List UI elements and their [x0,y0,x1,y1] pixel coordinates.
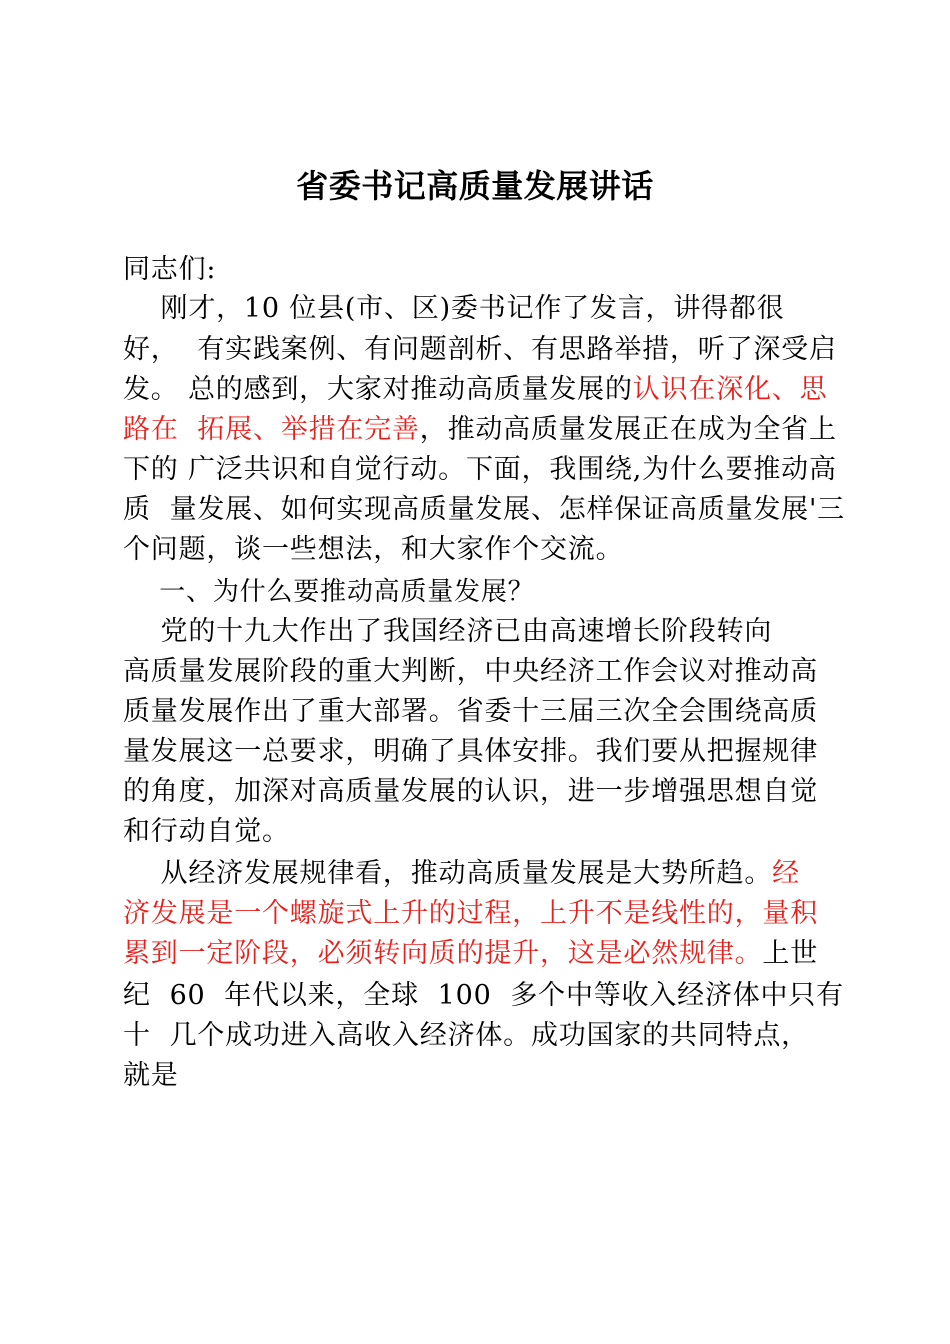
text-run: 质 量发展、如何实现高质量发展、怎样保证高质量发展'三 [123,494,845,525]
text-run: 纪 60 年代以来，全球 100 多个中等收入经济体中只有 [123,980,844,1011]
text-run: 个问题，谈一些想法，和大家作个交流。 [123,534,624,565]
body-line [123,410,837,450]
text-run: 上世 [762,938,819,969]
text-run: 从经济发展规律看，推动高质量发展是大势所趋。 [123,858,773,889]
highlighted-text: 济发展是一个螺旋式上升的过程，上升不是线性的，量积 [123,898,818,929]
text-run: 同志们: [123,254,217,285]
body-line [123,530,623,570]
body-line [123,732,818,772]
body-line [123,1056,179,1096]
body-line [123,490,845,530]
text-run: 党的十九大作出了我国经济已由高速增长阶段转向 [123,616,773,647]
body-line [123,289,785,329]
body-line [123,652,818,692]
text-run: 刚才，10 位县(市、区)委书记作了发言，讲得都很 [123,293,785,324]
highlighted-text: 经 [772,858,800,889]
text-run: 高质量发展阶段的重大判断，中央经济工作会议对推动高 [123,656,818,687]
text-run: 就是 [123,1060,179,1091]
section-heading [123,572,534,612]
body-line [123,854,800,894]
text-run: 量发展这一总要求，明确了具体安排。我们要从把握规律 [123,736,818,767]
highlighted-text: 累到一定阶段，必须转向质的提升，这是必然规律。 [123,938,763,969]
text-run: 十 几个成功进入高收入经济体。成功国家的共同特点， [123,1020,809,1051]
text-run: 的角度，加深对高质量发展的认识，进一步增强思想自觉 [123,776,818,807]
body-line [123,370,827,410]
body-line [123,450,837,490]
body-line [123,976,844,1016]
body-line [123,934,818,974]
body-line [123,812,290,852]
text-run: 和行动自觉。 [123,816,290,847]
body-line [123,894,818,934]
body-line [123,250,216,290]
text-run: 好， 有实践案例、有问题剖析、有思路举措，听了深受启 [123,334,837,365]
text-run: 发。 总的感到，大家对推动高质量发展的 [123,374,633,405]
body-line [123,330,837,370]
body-line [123,692,818,732]
text-run: 下的 广泛共识和自觉行动。下面，我围绕,为什么要推动高 [123,454,837,485]
text-run: ，推动高质量发展正在成为全省上 [419,414,837,445]
body-line [123,772,818,812]
text-run: 一、为什么要推动高质量发展？ [123,577,535,607]
body-line [123,1016,809,1056]
body-line [123,612,772,652]
text-run: 质量发展作出了重大部署。省委十三届三次全会围绕高质 [123,696,818,727]
highlighted-text: 路在 拓展、举措在完善 [123,414,420,445]
document-title: 省委书记高质量发展讲话 [296,167,654,205]
highlighted-text: 认识在深化、思 [632,374,828,405]
